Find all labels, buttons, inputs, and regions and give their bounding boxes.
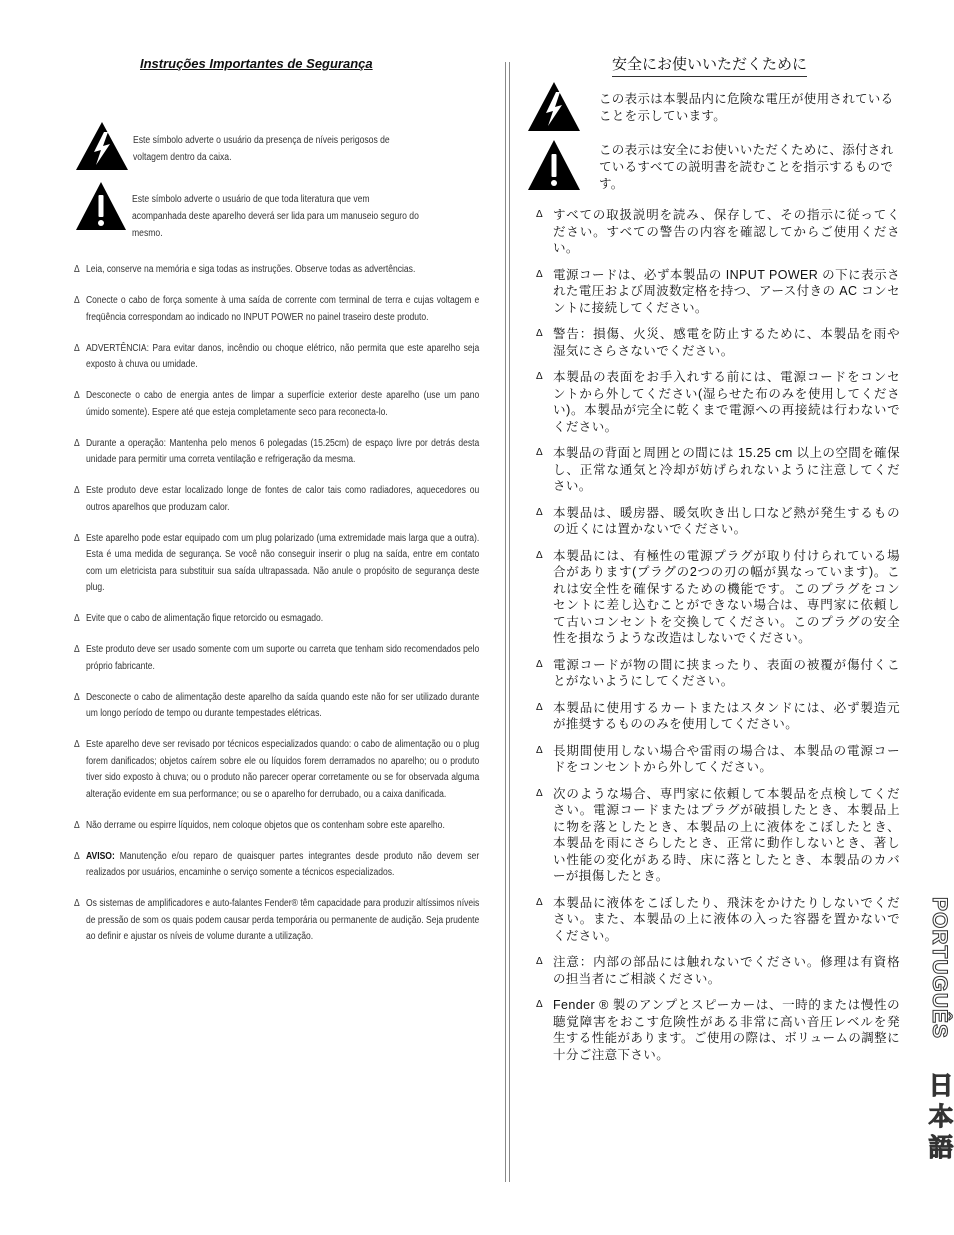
voltage-warning-text-jp: この表示は本製品内に危険な電圧が使用されていることを示しています。 <box>599 92 894 123</box>
page-title-portuguese: Instruções Importantes de Segurança <box>140 56 373 71</box>
list-item: Δ Este produto deve estar localizado longe de fontes de calor tais como radiadores, aquecedores ou outros aparelhos que produzam calor. <box>74 485 480 513</box>
column-divider <box>505 62 506 1182</box>
list-item: Δ Conecte o cabo de força somente à uma saída de corrente com terminal de terra e cujas voltagem e freqüência correspondam ao indicado no INPUT POWER no painel traseiro deste produto. <box>74 295 480 323</box>
list-item: Δ Não derrame ou espirre líquidos, nem coloque objetos que os contenham sobre este aparelho. <box>74 819 445 831</box>
list-item: Δ 本製品は、暖房器、暖気吹き出し口など熱が発生するものの近くには置かないでください。 <box>536 505 900 536</box>
list-item: Δ 電源コードは、必ず本製品の INPUT POWER の下に表示された電圧および周波数定格を持つ、アース付きの AC コンセントに接続してください。 <box>536 267 900 315</box>
list-item: Δ 長期間使用しない場合や雷雨の場合は、本製品の電源コードをコンセントから外してください。 <box>536 743 900 774</box>
literature-warning-block-jp <box>526 138 900 193</box>
list-item: Δ Durante a operação: Mantenha pelo menos 6 polegadas (15.25cm) de espaço livre por detrás desta unidade para permitir uma correta ventilação e refrigeração da mesma. <box>74 437 480 465</box>
voltage-warning-text: Este símbolo adverte o usuário da presença de níveis perigosos de voltagem dentro da caixa. <box>133 135 390 163</box>
exclamation-warning-icon <box>74 180 128 232</box>
list-item: Δ すべての取扱説明を読み、保存して、その指示に従ってください。すべての警告の内容を確認してからご使用ください。 <box>536 208 900 255</box>
list-item: Δ Este produto deve ser usado somente com um suporte ou carreta que tenham sido recomendados pelo próprio fabricante. <box>74 644 480 672</box>
column-divider <box>509 62 510 1182</box>
list-item-aviso: Δ AVISO: Manutenção e/ou reparo de quaisquer partes integrantes desde produto não devem ser realizados por usuários, encaminhe o serviço somente a técnicos especializados. <box>74 850 480 878</box>
language-tab-label: 日本語 <box>925 1072 953 1165</box>
list-item: Δ Leia, conserve na memória e siga todas as instruções. Observe todas as advertências. <box>74 264 416 275</box>
exclamation-warning-icon <box>526 138 582 192</box>
list-item: Δ Evite que o cabo de alimentação fique retorcido ou esmagado. <box>74 613 324 624</box>
list-item: Δ ADVERTÊNCIA: Para evitar danos, incêndio ou choque elétrico, não permita que este aparelho seja exposto à chuva ou umidade. <box>74 342 480 370</box>
language-tab-portuguese[interactable] <box>924 893 954 1045</box>
language-tab-label: PORTUGUÊS <box>928 897 951 1040</box>
list-item: Δ 本製品には、有極性の電源プラグが取り付けられている場合があります(プラグの2つの刃の幅が異なっています)。これは安全性を確保するための機能です。このプラグをコンセントに差し込むことができない場合は、専門家に依頼して古いコンセントを交換してください。このプラグの安全性を損なうような改造はしないでください。 <box>536 548 900 645</box>
page-title-japanese: 安全にお使いいただくために <box>612 53 807 77</box>
list-item: Δ 電源コードが物の間に挟まったり、表面の被覆が傷付くことがないようにしてください。 <box>536 657 900 688</box>
list-item: Δ Desconecte o cabo de energia antes de limpar a superfície exterior deste aparelho (use um pano úmido somente). Espere até que esteja completamente seco para reconecta-lo. <box>74 390 480 418</box>
safety-instructions-list-japanese <box>536 207 900 1073</box>
safety-instructions-list-portuguese <box>74 262 534 960</box>
literature-warning-block <box>74 180 474 242</box>
voltage-warning-block <box>74 120 474 172</box>
list-item: Δ 警告：損傷、火災、感電を防止するために、本製品を雨や湿気にさらさないでください。 <box>536 327 900 358</box>
list-item: Δ 本製品に液体をこぼしたり、飛沫をかけたりしないでください。また、本製品の上に液体の入った容器を置かないでください。 <box>536 895 900 943</box>
list-item: Δ Os sistemas de amplificadores e auto-falantes Fender® têm capacidade para produzir altíssimos níveis de pressão de som os quais podem causar perda temporária ou permanente de audição. Seja prudente ao definir e ajustar os níveis de volume durante a utilização. <box>74 898 480 942</box>
list-item: Δ Este aparelho deve ser revisado por técnicos especializados quando: o cabo de alimentação ou o plug forem danificados; objetos caírem sobre ele ou líquidos forem derramados no aparelho; ou o produto tiver sido exposto à chuva; ou o produto não parecer operar corretamente ou se for observada alguma alteração evidente em sua performance; ou se o aparelho for derrubado, ou a caixa danificada. <box>74 739 480 800</box>
lightning-warning-icon <box>526 80 582 133</box>
voltage-warning-block-jp <box>526 80 900 133</box>
list-item: Δ Fender ® 製のアンプとスピーカーは、一時的または慢性の聴覚障害をおこす危険性がある非常に高い音圧レベルを発生する性能があります。ご使用の際は、ボリュームの調整に十分ご注意下さい。 <box>536 998 900 1062</box>
list-item: Δ 本製品の表面をお手入れする前には、電源コードをコンセントから外してください(湿らせた布のみを使用してください)。本製品が完全に乾くまで電源への再接続は行わないでください。 <box>536 370 900 434</box>
lightning-warning-icon <box>74 120 130 172</box>
literature-warning-text: Este símbolo adverte o usuário de que toda literatura que vem acompanhada deste aparelho deverá ser lida para um manuseio seguro do mesmo. <box>132 194 419 239</box>
list-item: Δ 本製品の背面と周囲との間には 15.25 cm 以上の空間を確保し、正常な通気と冷却が妨げられないように注意してください。 <box>536 446 900 493</box>
list-item: Δ 次のような場合、専門家に依頼して本製品を点検してください。電源コードまたはプラグが破損したとき、本製品上に物を落としたとき、本製品の上に液体をこぼしたとき、本製品を雨にさらしたとき、正常に動作しないとき、著しい性能の変化がある時、床に落としたとき、本製品のカバーが損傷したとき。 <box>536 786 900 883</box>
list-item: Δ 本製品に使用するカートまたはスタンドには、必ず製造元が推奨するもののみを使用してください。 <box>536 700 900 731</box>
aviso-label: AVISO: <box>85 850 115 862</box>
list-item: Δ Este aparelho pode estar equipado com um plug polarizado (uma extremidade mais larga que a outra). Esta é uma medida de segurança. Se você não conseguir inserir o plug na saída, entre em contato com um eletricista para substituir sua saída ultrapassada. Não anule o propósito de segurança deste plug. <box>74 532 480 593</box>
language-tab-japanese[interactable] <box>924 1064 954 1222</box>
list-item: Δ Desconecte o cabo de alimentação deste aparelho da saída quando este não for ser utilizado durante um longo período de tempo ou durante tempestades elétricas. <box>74 691 480 719</box>
literature-warning-text-jp: この表示は安全にお使いいただくために、添付されているすべての説明書を読むことを指示するものです。 <box>599 143 894 191</box>
list-item: Δ 注意：内部の部品には触れないでください。修理は有資格の担当者にご相談ください。 <box>536 955 900 986</box>
